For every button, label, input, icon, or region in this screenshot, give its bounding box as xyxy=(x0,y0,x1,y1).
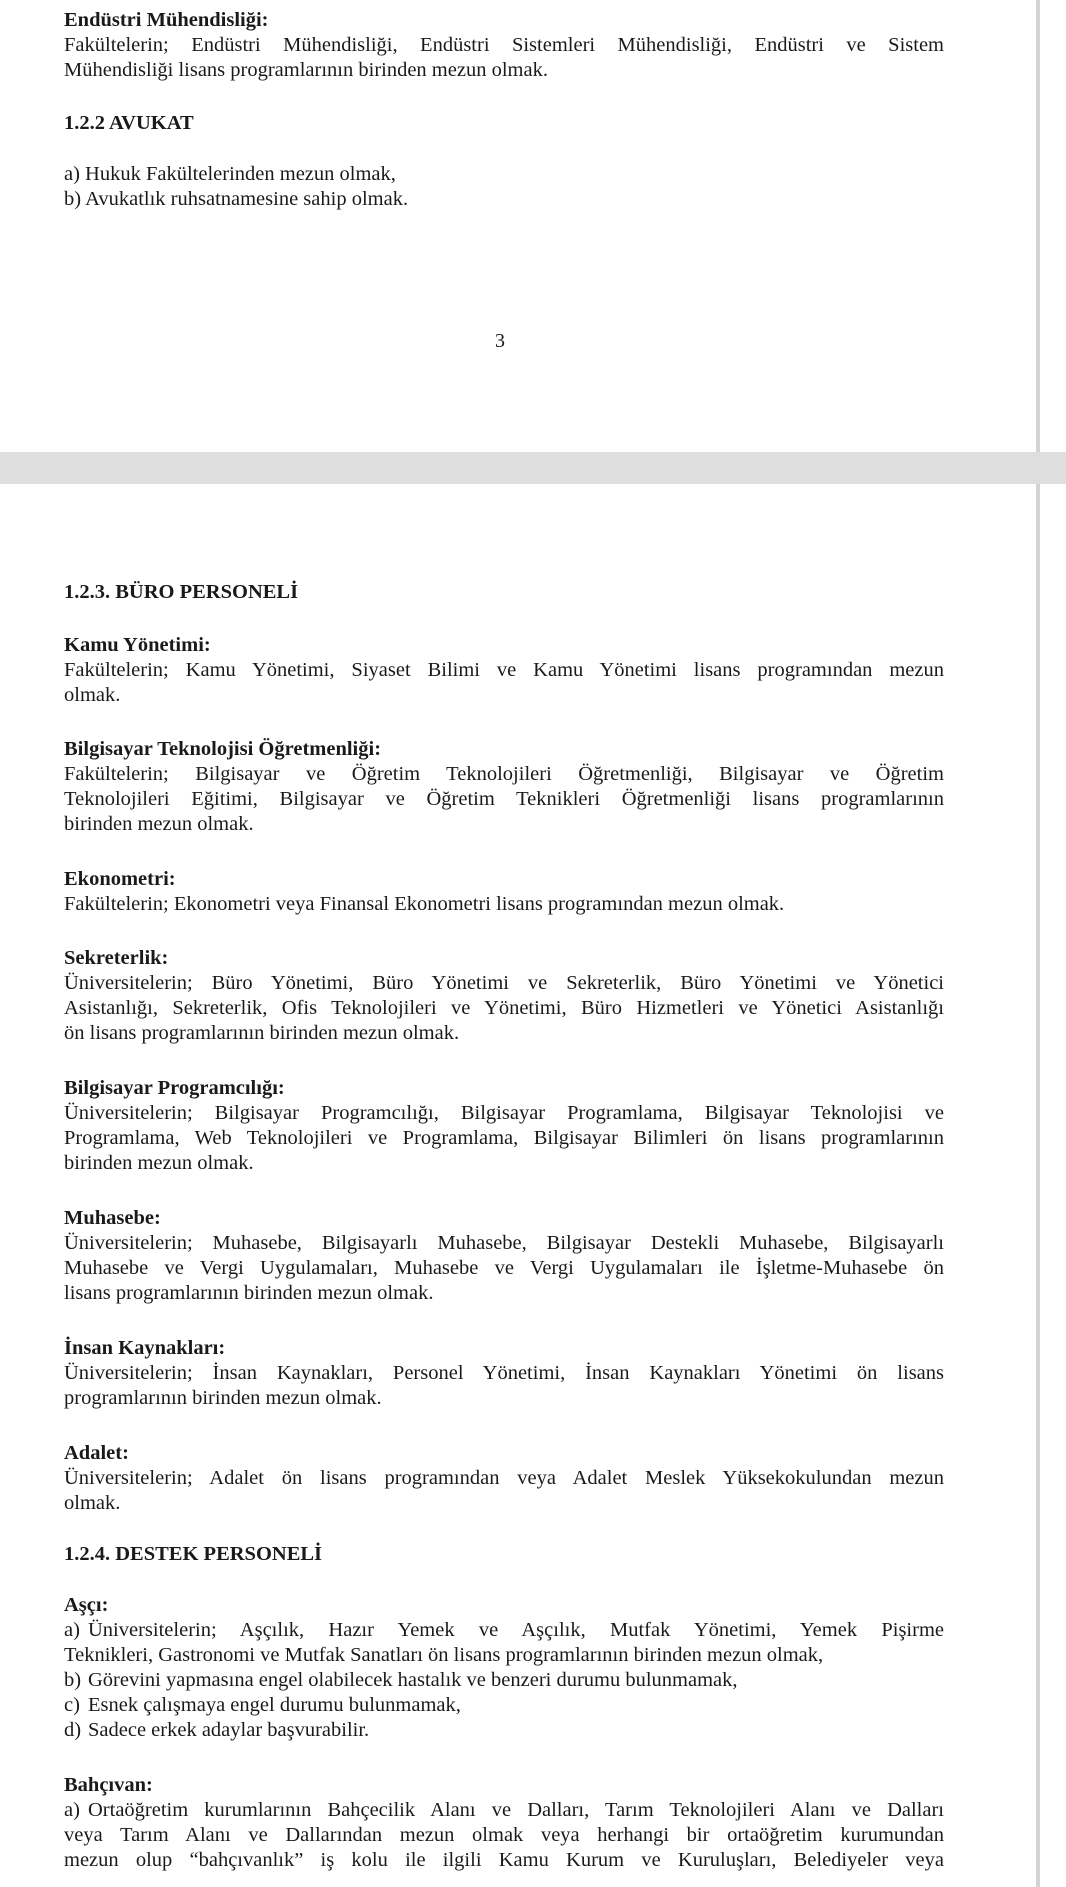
paragraph-line: Esnek çalışmaya engel durumu bulunmamak, xyxy=(88,1694,461,1716)
paragraph-line: Mühendisliği lisans programlarının birinden mezun olmak. xyxy=(64,59,548,81)
list-item xyxy=(64,1618,944,1668)
list-item-b: b) Avukatlık ruhsatnamesine sahip olmak. xyxy=(64,188,409,210)
paragraph-line: Sadece erkek adaylar başvurabilir. xyxy=(88,1719,370,1741)
paragraph-line: Üniversitelerin; Muhasebe, Bilgisayarlı Muhasebe, Bilgisayar Destekli Muhasebe, Bilgisayarlı xyxy=(64,1232,944,1254)
page-separator xyxy=(0,452,1066,484)
page-edge xyxy=(1036,484,1040,1887)
list-marker: d) xyxy=(64,1719,82,1741)
list-item-a: a) Hukuk Fakültelerinden mezun olmak, xyxy=(64,163,396,185)
list-item xyxy=(64,1693,944,1718)
subsection-heading: Bahçıvan: xyxy=(64,1774,153,1796)
subsection-heading: Bilgisayar Programcılığı: xyxy=(64,1077,285,1099)
paragraph-line: lisans programlarının birinden mezun olmak. xyxy=(64,1282,434,1304)
paragraph-line: veya Tarım Alanı ve Dallarından mezun olmak veya herhangi bir ortaöğretim kurumundan xyxy=(64,1824,944,1846)
subsection-heading: İnsan Kaynakları: xyxy=(64,1337,226,1359)
paragraph-line: Görevini yapmasına engel olabilecek hastalık ve benzeri durumu bulunmamak, xyxy=(88,1669,738,1691)
section-heading-avukat: 1.2.2 AVUKAT xyxy=(64,112,194,134)
paragraph-line: Üniversitelerin; Adalet ön lisans programından veya Adalet Meslek Yüksekokulundan mezun xyxy=(64,1467,944,1489)
paragraph-line: Üniversitelerin; Büro Yönetimi, Büro Yönetimi ve Sekreterlik, Büro Yönetimi ve Yönetici xyxy=(64,972,944,994)
page-number: 3 xyxy=(495,330,505,352)
subsection-heading: Sekreterlik: xyxy=(64,947,169,969)
paragraph-line: mezun olup “bahçıvanlık” iş kolu ile ilgili Kamu Kurum ve Kuruluşları, Belediyeler veya xyxy=(64,1849,944,1871)
subsection-heading: Kamu Yönetimi: xyxy=(64,634,211,656)
paragraph-line: Fakültelerin; Bilgisayar ve Öğretim Teknolojileri Öğretmenliği, Bilgisayar ve Öğretim xyxy=(64,763,944,785)
section-heading-buro-personeli: 1.2.3. BÜRO PERSONELİ xyxy=(64,581,299,603)
document-page-bottom xyxy=(0,484,1040,1887)
list-item xyxy=(64,1798,944,1823)
list-marker: a) xyxy=(64,1799,80,1821)
list-marker: a) xyxy=(64,1619,80,1641)
paragraph-line: birinden mezun olmak. xyxy=(64,813,254,835)
paragraph-line: olmak. xyxy=(64,1492,121,1514)
paragraph-line: Asistanlığı, Sekreterlik, Ofis Teknolojileri ve Yönetimi, Büro Hizmetleri ve Yönetici Asistanlığı xyxy=(64,997,944,1019)
subsection-heading: Adalet: xyxy=(64,1442,129,1464)
paragraph-line: birinden mezun olmak. xyxy=(64,1152,254,1174)
section-heading-destek-personeli: 1.2.4. DESTEK PERSONELİ xyxy=(64,1543,323,1565)
paragraph-line: Teknolojileri Eğitimi, Bilgisayar ve Öğretim Teknikleri Öğretmenliği lisans programlarının xyxy=(64,788,944,810)
paragraph-line: programlarının birinden mezun olmak. xyxy=(64,1387,382,1409)
paragraph-line: Muhasebe ve Vergi Uygulamaları, Muhasebe ve Vergi Uygulamaları ile İşletme-Muhasebe ön xyxy=(64,1257,944,1279)
subsection-heading: Aşçı: xyxy=(64,1594,109,1616)
paragraph-line: Fakültelerin; Ekonometri veya Finansal Ekonometri lisans programından mezun olmak. xyxy=(64,893,785,915)
page-top-content xyxy=(64,8,944,212)
paragraph-line: Üniversitelerin; İnsan Kaynakları, Personel Yönetimi, İnsan Kaynakları Yönetimi ön lisans xyxy=(64,1362,944,1384)
list-item xyxy=(64,1668,944,1693)
list-marker: b) xyxy=(64,1669,82,1691)
paragraph-line: Üniversitelerin; Bilgisayar Programcılığı, Bilgisayar Programlama, Bilgisayar Teknolojisi ve xyxy=(64,1102,944,1124)
section-heading-endustri: Endüstri Mühendisliği: xyxy=(64,9,269,31)
paragraph-line: olmak. xyxy=(64,684,121,706)
subsection-heading: Ekonometri: xyxy=(64,868,176,890)
subsection-heading: Bilgisayar Teknolojisi Öğretmenliği: xyxy=(64,738,382,760)
paragraph-line: Üniversitelerin; Aşçılık, Hazır Yemek ve Aşçılık, Mutfak Yönetimi, Yemek Pişirme xyxy=(88,1619,944,1641)
subsection-heading: Muhasebe: xyxy=(64,1207,161,1229)
paragraph-line: Programlama, Web Teknolojileri ve Programlama, Bilgisayar Bilimleri ön lisans programlarının xyxy=(64,1127,944,1149)
paragraph-line: Ortaöğretim kurumlarının Bahçecilik Alanı ve Dalları, Tarım Teknolojileri Alanı ve Dalları xyxy=(88,1799,944,1821)
paragraph-line: Fakültelerin; Endüstri Mühendisliği, Endüstri Sistemleri Mühendisliği, Endüstri ve Sistem xyxy=(64,34,944,56)
list-marker: c) xyxy=(64,1694,80,1716)
paragraph-line: Fakültelerin; Kamu Yönetimi, Siyaset Bilimi ve Kamu Yönetimi lisans programından mezun xyxy=(64,659,944,681)
document-page-top xyxy=(0,0,1040,452)
page-bottom-content xyxy=(64,580,944,1873)
list-item xyxy=(64,1718,944,1743)
page-edge xyxy=(1036,0,1040,452)
paragraph-line: Teknikleri, Gastronomi ve Mutfak Sanatları ön lisans programlarının birinden mezun olmak, xyxy=(64,1644,824,1666)
paragraph-line: ön lisans programlarının birinden mezun olmak. xyxy=(64,1022,460,1044)
